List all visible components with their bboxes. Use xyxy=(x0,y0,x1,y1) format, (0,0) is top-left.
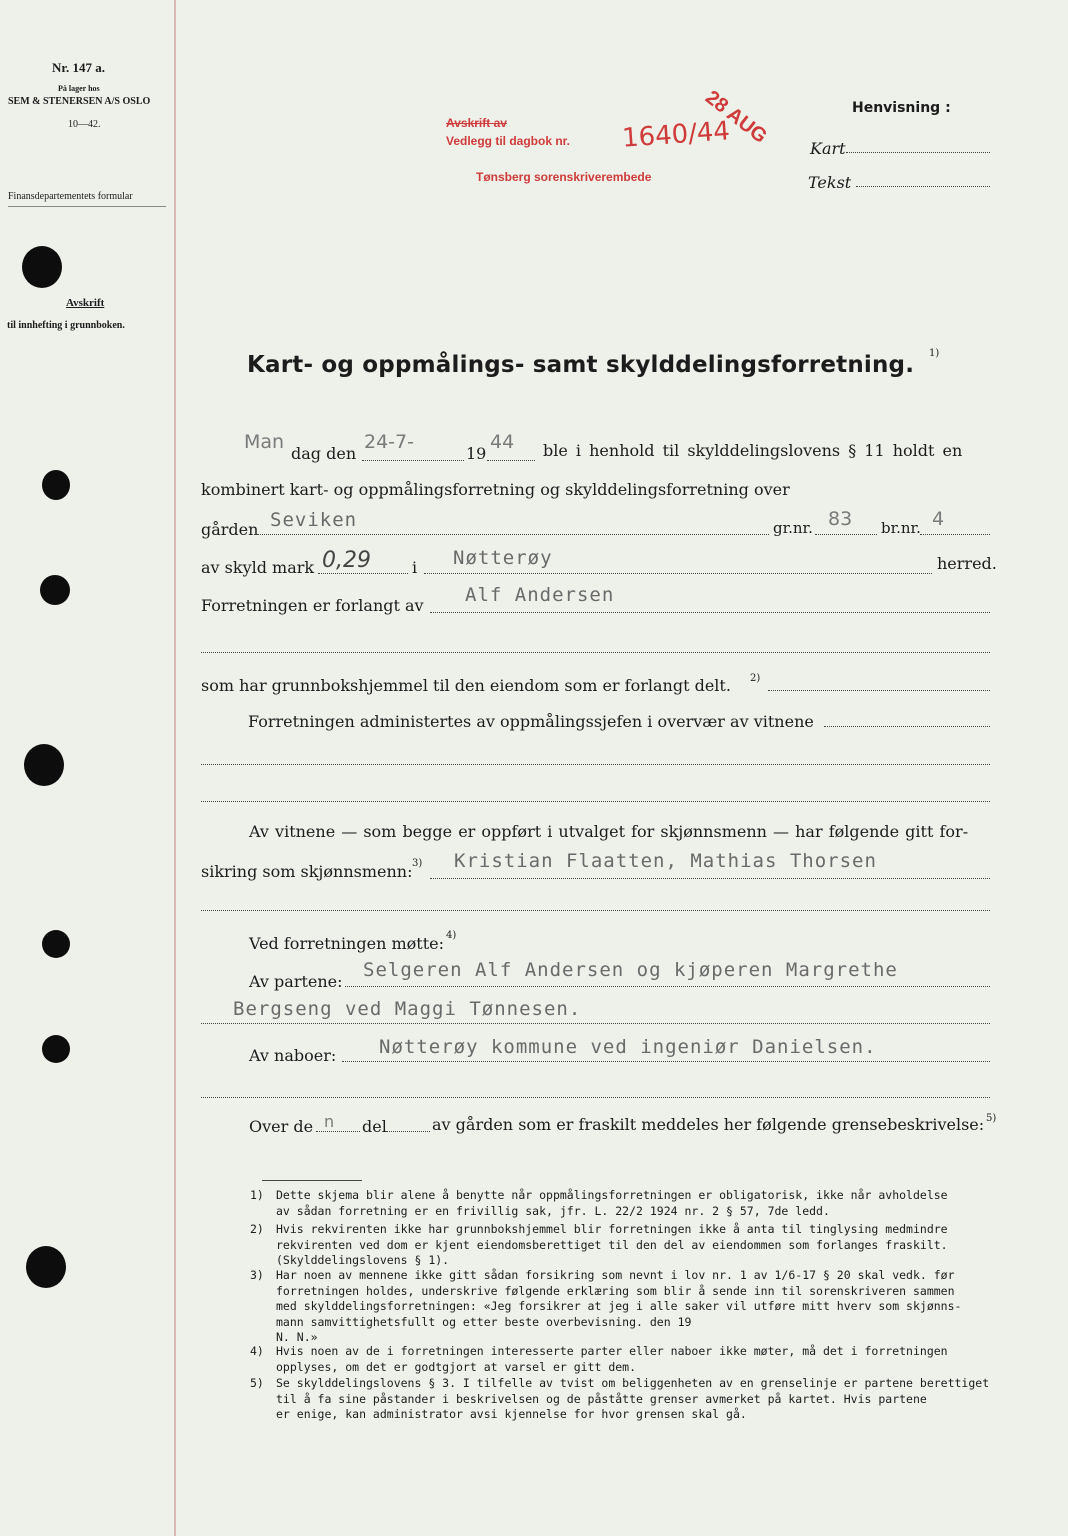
skyld-line xyxy=(318,573,408,574)
requested-value: Alf Andersen xyxy=(465,584,615,606)
footnote-number: 3) xyxy=(250,1268,264,1282)
witness-value-line xyxy=(430,878,990,879)
i-label: i xyxy=(412,558,418,577)
year-prefix: 19 xyxy=(466,444,487,463)
avskrift-note: til innhefting i grunnboken. xyxy=(7,320,125,331)
over-value: n xyxy=(324,1112,335,1131)
binder-hole xyxy=(26,1246,66,1288)
footnote-number: 5) xyxy=(250,1376,264,1390)
admin-line xyxy=(824,726,990,727)
day-value: Man xyxy=(244,431,285,453)
tekst-label: Tekst xyxy=(808,173,852,192)
kart-label: Kart xyxy=(810,139,846,158)
footnote-3 xyxy=(250,1268,1010,1348)
requested-line xyxy=(430,612,990,613)
kart-line xyxy=(846,152,990,153)
tekst-line xyxy=(856,186,990,187)
witness-footnote-ref: 3) xyxy=(412,858,423,869)
footnote-text: Se skylddelingslovens § 3. I tilfelle av tvist om beliggenheten av en grenselinje er partene berettiget til å fa sine påstander i beskrivelsen og de påståtte grenser avmerket på kartet. Hvis partene er enige, kan administrator avsi kjennelse for hvor grensen skal gå. xyxy=(276,1376,990,1421)
over-label: Over de xyxy=(249,1117,314,1136)
printer-line2: SEM & STENERSEN A/S OSLO xyxy=(8,96,151,107)
grnr-value: 83 xyxy=(828,508,853,530)
farm-label: gården xyxy=(201,520,259,539)
grnr-label: gr.nr. xyxy=(773,519,813,537)
blank-line xyxy=(201,1097,990,1098)
herred-line xyxy=(424,573,932,574)
footnote-text: Hvis noen av de i forretningen interesserte parter eller naboer ikke møter, må det i forretningen opplyses, om det er godtgjort at varsel er gitt dem. xyxy=(276,1344,948,1374)
farm-line xyxy=(255,534,769,535)
footnote-text: Har noen av mennene ikke gitt sådan forsikring som nevnt i lov nr. 1 av 1/6-17 § 20 skal vedk. før forretningen holdes, underskrive følgende erklæring som blir å sende inn til sorenskriveren sammen med skylddelingsforretningen: «Jeg forsikrer at jeg i alle saker vil utføre mitt hverv som skjønns- mann samvittighetsfullt og etter beste overbevisning. den 19 N. N.» xyxy=(276,1268,962,1344)
ministry-label: Finansdepartementets formular xyxy=(8,191,133,202)
form-number: Nr. 147 a. xyxy=(52,60,105,75)
parties-value2: Bergseng ved Maggi Tønnesen. xyxy=(233,998,582,1020)
over-line xyxy=(316,1131,360,1132)
farm-value: Seviken xyxy=(270,509,358,531)
footnote-2 xyxy=(250,1222,1010,1270)
footnote-number: 1) xyxy=(250,1188,264,1202)
blank-line xyxy=(201,652,990,653)
footnote-1 xyxy=(250,1188,1010,1220)
brnr-label: br.nr. xyxy=(881,519,921,537)
admin-label: Forretningen administertes av oppmålingssjefen i overvær av vitnene xyxy=(248,712,814,731)
neighbors-label: Av naboer: xyxy=(249,1046,337,1065)
footnote-text: Hvis rekvirenten ikke har grunnbokshjemmel blir forretningen ikke å anta til tinglysing medmindre rekvirenten ved dom er kjent eiendomsberettiget til den del av eiendommen som forlanges fraskilt. (Skylddelingslovens § 1). xyxy=(276,1222,948,1267)
requested-label: Forretningen er forlangt av xyxy=(201,596,424,615)
avskrift-label: Avskrift xyxy=(66,297,105,309)
skyld-value: 0,29 xyxy=(322,548,371,573)
page-title: Kart- og oppmålings- samt skylddelingsforretning. xyxy=(247,352,915,378)
brnr-value: 4 xyxy=(932,508,945,530)
footnote-text: Dette skjema blir alene å benytte når oppmålingsforretningen er obligatorisk, ikke når avholdelse av sådan forretning er en frivillig sak, jfr. L. 22/2 1924 nr. 2 § 57, 7de ledd. xyxy=(276,1188,948,1218)
over-footnote-ref: 5) xyxy=(986,1113,997,1124)
reference-heading: Henvisning : xyxy=(852,100,951,116)
parties-label: Av partene: xyxy=(249,972,343,991)
del-line xyxy=(386,1131,430,1132)
herred-label: herred. xyxy=(937,554,997,573)
grnr-line xyxy=(815,534,877,535)
year-line xyxy=(487,460,535,461)
neighbors-value: Nøtterøy kommune ved ingeniør Danielsen. xyxy=(379,1036,877,1058)
parties-line2 xyxy=(201,1023,990,1024)
stamp-line3: Tønsberg sorenskriverembede xyxy=(476,170,652,184)
grunnbok-footnote-ref: 2) xyxy=(750,673,761,684)
witness-label: sikring som skjønnsmenn: xyxy=(201,862,413,881)
stamp-line1: Avskrift av xyxy=(446,116,507,130)
line2: kombinert kart- og oppmålingsforretning og skylddelingsforretning over xyxy=(201,480,790,499)
herred-value: Nøtterøy xyxy=(453,547,553,569)
date-value: 24-7- xyxy=(364,431,414,453)
witness-line1: Av vitnene — som begge er oppført i utvalget for skjønnsmenn — har følgende gitt for- xyxy=(249,822,969,841)
line1-rest: ble i henhold til skylddelingslovens § 11 holdt en xyxy=(543,441,963,460)
binder-hole xyxy=(42,1035,70,1063)
ministry-underline xyxy=(8,206,166,207)
skyld-label: av skyld mark xyxy=(201,558,315,577)
brnr-line xyxy=(920,534,990,535)
printer-date: 10—42. xyxy=(68,119,101,130)
footnote-number: 4) xyxy=(250,1344,264,1358)
grunnbok-label: som har grunnbokshjemmel til den eiendom som er forlangt delt. xyxy=(201,676,731,695)
binder-hole xyxy=(42,470,70,500)
blank-line xyxy=(201,764,990,765)
stamp-date: 28 AUG xyxy=(701,86,772,148)
binder-hole xyxy=(40,575,70,605)
parties-line xyxy=(345,986,990,987)
present-label: Ved forretningen møtte: xyxy=(249,934,444,953)
present-footnote-ref: 4) xyxy=(446,930,457,941)
grunnbok-line xyxy=(768,690,990,691)
year-value: 44 xyxy=(490,431,515,453)
binder-hole xyxy=(22,246,62,288)
neighbors-line xyxy=(342,1061,990,1062)
footnote-5 xyxy=(250,1376,1010,1424)
date-line xyxy=(362,460,464,461)
footnote-separator xyxy=(262,1180,362,1181)
parties-value1: Selgeren Alf Andersen og kjøperen Margrethe xyxy=(363,959,898,981)
stamp-number: 1640/44 xyxy=(621,116,731,154)
witness-value: Kristian Flaatten, Mathias Thorsen xyxy=(454,850,877,872)
footnote-number: 2) xyxy=(250,1222,264,1236)
stamp-line2: Vedlegg til dagbok nr. xyxy=(446,134,571,148)
printer-line1: På lager hos xyxy=(58,84,100,93)
blank-line xyxy=(201,801,990,802)
binder-hole xyxy=(24,744,64,786)
del-label: del xyxy=(362,1117,387,1136)
footnote-4 xyxy=(250,1344,1010,1376)
title-footnote-ref: 1) xyxy=(929,348,940,359)
binder-hole xyxy=(42,930,70,958)
margin-line xyxy=(174,0,176,1536)
day-label: dag den xyxy=(291,444,357,463)
blank-line xyxy=(201,910,990,911)
over-rest: av gården som er fraskilt meddeles her følgende grensebeskrivelse: xyxy=(432,1115,985,1134)
